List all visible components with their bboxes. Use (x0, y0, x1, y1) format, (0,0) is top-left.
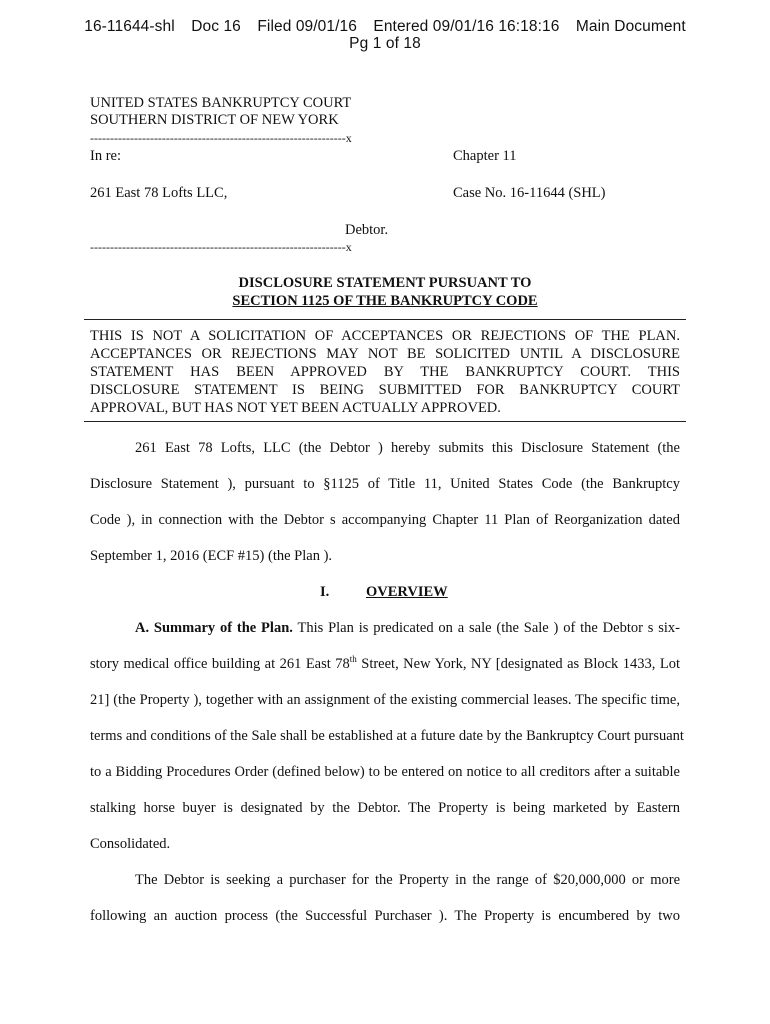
debtor-label: Debtor. (345, 222, 389, 238)
summary-text: story medical office building at 261 East 78 (90, 656, 350, 672)
document-title-line1: DISCLOSURE STATEMENT PURSUANT TO (238, 275, 532, 291)
court-name-line2: SOUTHERN DISTRICT OF NEW YORK (90, 112, 339, 128)
summary-line: terms and conditions of the Sale shall be established at a future date by the Bankruptcy Court pursuant (90, 728, 684, 744)
caption-rule-top: ----------------------------------------------------------------x (90, 131, 352, 145)
intro-line: Disclosure Statement ), pursuant to §1125 of Title 11, United States Code (the Bankruptcy (90, 476, 680, 492)
court-name-line1: UNITED STATES BANKRUPTCY COURT (90, 95, 352, 111)
debtor-name: 261 East 78 Lofts LLC, (90, 185, 228, 201)
document-title-line2 (0, 293, 770, 310)
chapter-label: Chapter 11 (453, 148, 517, 164)
summary-line: stalking horse buyer is designated by the Debtor. The Property is being marketed by Eastern (90, 800, 680, 816)
intro-line: 261 East 78 Lofts, LLC (the Debtor ) hereby submits this Disclosure Statement (the (135, 440, 680, 456)
notice-line: ACCEPTANCES OR REJECTIONS MAY NOT BE SOLICITED UNTIL A DISCLOSURE (90, 346, 680, 362)
summary-line: to a Bidding Procedures Order (defined below) to be entered on notice to all creditors after a suitable (90, 764, 680, 780)
summary-line: Consolidated. (90, 836, 171, 852)
paragraph-line: The Debtor is seeking a purchaser for the Property in the range of $20,000,000 or more (135, 872, 680, 888)
section-number: I. (320, 584, 330, 600)
in-re-label: In re: (90, 148, 121, 164)
notice-line: THIS IS NOT A SOLICITATION OF ACCEPTANCES OR REJECTIONS OF THE PLAN. (90, 328, 680, 344)
summary-line-2 (90, 656, 680, 673)
summary-text: Street, New York, NY [designated as Block 1433, Lot (356, 656, 681, 672)
notice-line: APPROVAL, BUT HAS NOT YET BEEN ACTUALLY APPROVED. (90, 400, 501, 416)
header-filed-date: Filed 09/01/16 (257, 18, 357, 35)
filing-header (0, 18, 770, 35)
section-title: OVERVIEW (366, 584, 448, 600)
document-title-underlined: SECTION 1125 OF THE BANKRUPTCY CODE (232, 293, 538, 309)
header-doc-number: Doc 16 (191, 18, 241, 35)
summary-line-1 (135, 620, 680, 637)
caption-rule-bottom: ----------------------------------------------------------------x (90, 240, 352, 254)
paragraph-line: following an auction process (the Successful Purchaser ). The Property is encumbered by two (90, 908, 680, 924)
solicitation-notice-box (84, 319, 686, 422)
ordinal-superscript: th (349, 654, 357, 665)
summary-heading: A. Summary of the Plan. (135, 620, 293, 636)
notice-line: STATEMENT HAS BEEN APPROVED BY THE BANKRUPTCY COURT. THIS (90, 364, 680, 380)
intro-line: Code ), in connection with the Debtor s accompanying Chapter 11 Plan of Reorganization dated (90, 512, 680, 528)
intro-line: September 1, 2016 (ECF #15) (the Plan ). (90, 548, 333, 564)
notice-line: DISCLOSURE STATEMENT IS BEING SUBMITTED FOR BANKRUPTCY COURT (90, 382, 680, 398)
header-document-type: Main Document (575, 18, 686, 35)
header-case-number: 16-11644-shl (84, 18, 175, 35)
header-entered-date: Entered 09/01/16 16:18:16 (373, 18, 560, 35)
case-number: Case No. 16-11644 (SHL) (453, 185, 606, 201)
header-page-number: Pg 1 of 18 (349, 35, 421, 52)
summary-line: 21] (the Property ), together with an assignment of the existing commercial leases. The specific time, (90, 692, 680, 708)
summary-text: This Plan is predicated on a sale (the Sale ) of the Debtor s six- (297, 620, 680, 636)
